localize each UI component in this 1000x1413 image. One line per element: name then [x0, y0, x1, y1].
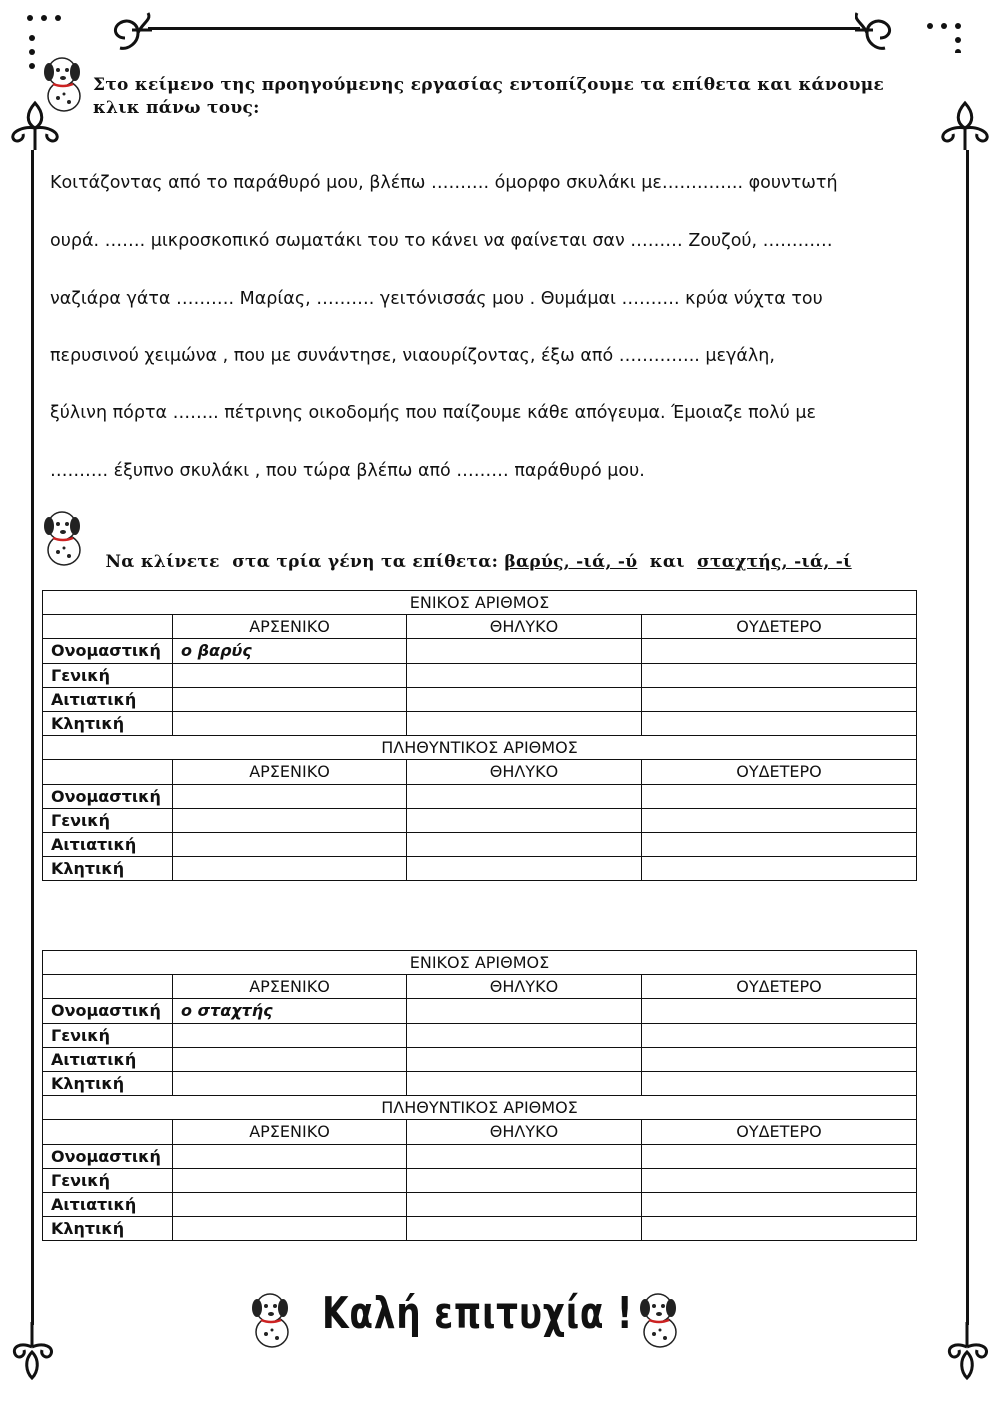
empty-cell	[43, 1120, 173, 1144]
answer-cell[interactable]	[173, 808, 407, 832]
case-accusative: Αιτιατική	[43, 1192, 173, 1216]
passage-line: περυσινού χειμώνα , που με συνάντησε, νιαουρίζοντας, έξω από ………….. μεγάλη,	[50, 346, 775, 366]
answer-cell[interactable]	[642, 1168, 917, 1192]
gender-feminine: ΘΗΛΥΚΟ	[407, 1120, 642, 1144]
answer-cell[interactable]	[642, 1217, 917, 1241]
instruction-2	[93, 528, 852, 574]
answer-cell[interactable]	[407, 1144, 642, 1168]
ornament-bottom-right-icon	[943, 1322, 993, 1382]
gender-neuter: ΟΥΔΕΤΕΡΟ	[642, 1120, 917, 1144]
right-border-line	[966, 150, 969, 1325]
declension-table-2	[42, 950, 917, 1241]
passage-line: ναζιάρα γάτα ………. Μαρίας, ………. γειτόνισσάς μου . Θυμάμαι ………. κρύα νύχτα του	[50, 289, 823, 309]
answer-cell[interactable]	[407, 639, 642, 663]
case-vocative: Κλητική	[43, 711, 173, 735]
ornament-bottom-left-icon	[10, 1322, 60, 1382]
answer-cell[interactable]	[173, 1217, 407, 1241]
instruction-1	[93, 74, 933, 120]
answer-cell[interactable]	[642, 1047, 917, 1071]
adjective-2: σταχτής, -ιά, -ί	[697, 552, 852, 572]
top-border-line	[148, 27, 860, 30]
dalmatian-puppy-icon	[36, 506, 90, 568]
answer-cell[interactable]	[173, 1144, 407, 1168]
answer-cell[interactable]	[642, 711, 917, 735]
answer-cell[interactable]	[173, 663, 407, 687]
instruction-1-line-2: κλικ πάνω τους:	[93, 98, 260, 118]
answer-cell[interactable]	[407, 1071, 642, 1095]
case-nominative: Ονομαστική	[43, 639, 173, 663]
answer-cell[interactable]	[642, 639, 917, 663]
answer-cell[interactable]	[642, 687, 917, 711]
instruction-2-text: Να κλίνετε στα τρία γένη τα επίθετα:	[105, 552, 505, 572]
answer-cell[interactable]	[642, 1023, 917, 1047]
case-genitive: Γενική	[43, 663, 173, 687]
singular-title: ΕΝΙΚΟΣ ΑΡΙΘΜΟΣ	[43, 591, 917, 615]
answer-cell[interactable]	[173, 711, 407, 735]
passage-line: Κοιτάζοντας από το παράθυρό μου, βλέπω ………. όμορφο σκυλάκι με………….. φουντωτή	[50, 173, 838, 193]
answer-cell[interactable]	[407, 663, 642, 687]
answer-cell[interactable]	[407, 711, 642, 735]
instruction-1-line-1: Στο κείμενο της προηγούμενης εργασίας εντοπίζουμε τα επίθετα και κάνουμε	[93, 75, 885, 95]
case-vocative: Κλητική	[43, 1217, 173, 1241]
answer-cell[interactable]	[642, 857, 917, 881]
plural-title: ΠΛΗΘΥΝΤΙΚΟΣ ΑΡΙΘΜΟΣ	[43, 736, 917, 760]
answer-cell[interactable]	[407, 1217, 642, 1241]
dalmatian-puppy-icon	[244, 1288, 298, 1350]
answer-cell[interactable]	[173, 687, 407, 711]
passage-line: ………. έξυπνο σκυλάκι , που τώρα βλέπω από ……… παράθυρό μου.	[50, 461, 645, 481]
gender-neuter: ΟΥΔΕΤΕΡΟ	[642, 975, 917, 999]
answer-cell[interactable]	[642, 999, 917, 1023]
empty-cell	[43, 615, 173, 639]
answer-cell[interactable]	[407, 1192, 642, 1216]
answer-cell[interactable]	[642, 832, 917, 856]
case-genitive: Γενική	[43, 1168, 173, 1192]
example-answer: ο βαρύς	[173, 639, 407, 663]
answer-cell[interactable]	[407, 784, 642, 808]
passage-line: ουρά. ……. μικροσκοπικό σωματάκι του το κάνει να φαίνεται σαν ……… Ζουζού, …………	[50, 231, 833, 251]
gender-masculine: ΑΡΣΕΝΙΚΟ	[173, 760, 407, 784]
answer-cell[interactable]	[642, 1192, 917, 1216]
answer-cell[interactable]	[407, 1023, 642, 1047]
answer-cell[interactable]	[407, 1168, 642, 1192]
answer-cell[interactable]	[642, 784, 917, 808]
gender-feminine: ΘΗΛΥΚΟ	[407, 975, 642, 999]
answer-cell[interactable]	[173, 1023, 407, 1047]
answer-cell[interactable]	[407, 832, 642, 856]
case-accusative: Αιτιατική	[43, 832, 173, 856]
adjective-1: βαρύς, -ιά, -ύ	[504, 552, 638, 572]
answer-cell[interactable]	[642, 663, 917, 687]
gender-masculine: ΑΡΣΕΝΙΚΟ	[173, 975, 407, 999]
gender-feminine: ΘΗΛΥΚΟ	[407, 760, 642, 784]
answer-cell[interactable]	[407, 1047, 642, 1071]
answer-cell[interactable]	[173, 1192, 407, 1216]
answer-cell[interactable]	[173, 1071, 407, 1095]
answer-cell[interactable]	[173, 1168, 407, 1192]
declension-table-1	[42, 590, 917, 881]
plural-title: ΠΛΗΘΥΝΤΙΚΟΣ ΑΡΙΘΜΟΣ	[43, 1096, 917, 1120]
answer-cell[interactable]	[407, 999, 642, 1023]
answer-cell[interactable]	[173, 832, 407, 856]
singular-title: ΕΝΙΚΟΣ ΑΡΙΘΜΟΣ	[43, 951, 917, 975]
gender-masculine: ΑΡΣΕΝΙΚΟ	[173, 1120, 407, 1144]
answer-cell[interactable]	[173, 784, 407, 808]
case-vocative: Κλητική	[43, 1071, 173, 1095]
answer-cell[interactable]	[407, 808, 642, 832]
case-genitive: Γενική	[43, 808, 173, 832]
case-nominative: Ονομαστική	[43, 999, 173, 1023]
empty-cell	[43, 760, 173, 784]
empty-cell	[43, 975, 173, 999]
ornament-right-fleur-icon	[938, 98, 993, 153]
answer-cell[interactable]	[173, 857, 407, 881]
dalmatian-puppy-icon	[632, 1288, 686, 1350]
gender-neuter: ΟΥΔΕΤΕΡΟ	[642, 615, 917, 639]
case-accusative: Αιτιατική	[43, 1047, 173, 1071]
case-nominative: Ονομαστική	[43, 1144, 173, 1168]
case-accusative: Αιτιατική	[43, 687, 173, 711]
answer-cell[interactable]	[407, 687, 642, 711]
answer-cell[interactable]	[642, 1071, 917, 1095]
case-nominative: Ονομαστική	[43, 784, 173, 808]
gender-masculine: ΑΡΣΕΝΙΚΟ	[173, 615, 407, 639]
gender-neuter: ΟΥΔΕΤΕΡΟ	[642, 760, 917, 784]
answer-cell[interactable]	[173, 1047, 407, 1071]
instruction-2-middle: και	[637, 552, 698, 572]
left-border-line	[31, 150, 34, 1325]
case-vocative: Κλητική	[43, 857, 173, 881]
gender-feminine: ΘΗΛΥΚΟ	[407, 615, 642, 639]
answer-cell[interactable]	[642, 808, 917, 832]
ornament-top-right-icon	[855, 8, 980, 53]
passage-line: ξύλινη πόρτα …….. πέτρινης οικοδομής που παίζουμε κάθε απόγευμα. Έμοιαζε πολύ με	[50, 403, 816, 423]
example-answer: ο σταχτής	[173, 999, 407, 1023]
dalmatian-puppy-icon	[36, 52, 90, 114]
closing-message: Καλή επιτυχία !	[322, 1288, 634, 1339]
answer-cell[interactable]	[642, 1144, 917, 1168]
answer-cell[interactable]	[407, 857, 642, 881]
case-genitive: Γενική	[43, 1023, 173, 1047]
